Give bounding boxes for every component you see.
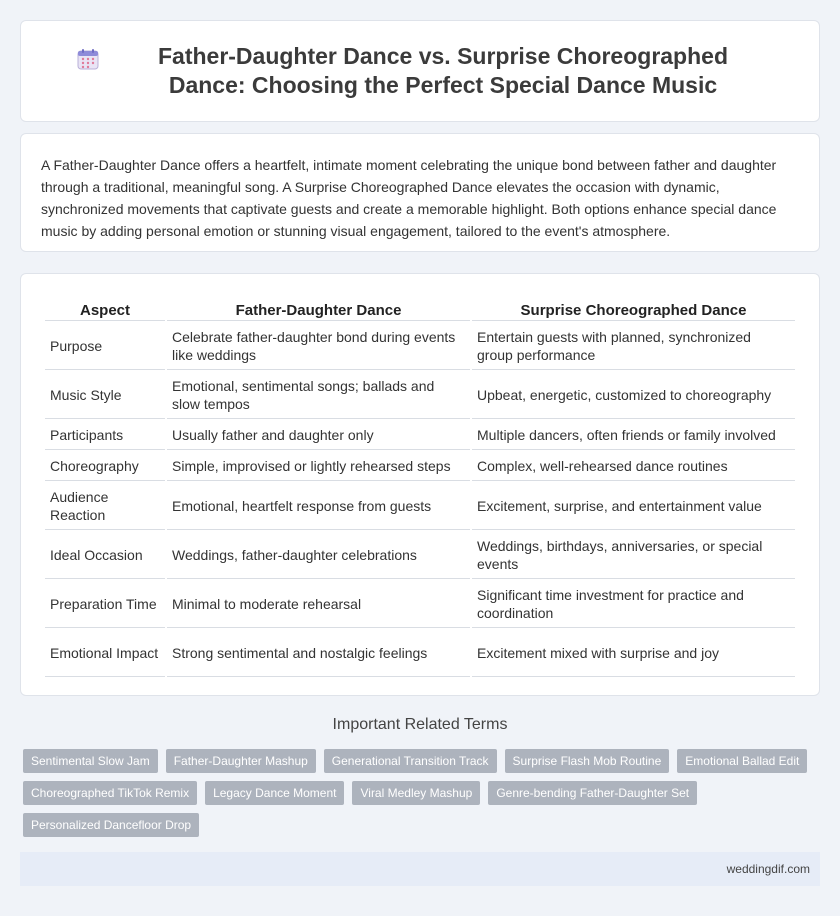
table-cell: Weddings, father-daughter celebrations	[167, 532, 470, 579]
footer-site[interactable]: weddingdif.com	[726, 862, 810, 876]
table-cell: Strong sentimental and nostalgic feelings	[167, 630, 470, 677]
table-cell: Purpose	[45, 323, 165, 370]
table-row	[45, 421, 795, 450]
related-tag[interactable]: Surprise Flash Mob Routine	[505, 749, 670, 773]
table-row	[45, 581, 795, 628]
table-cell: Participants	[45, 421, 165, 450]
header-father-daughter: Father-Daughter Dance	[167, 296, 470, 321]
table-row	[45, 532, 795, 579]
table-cell: Simple, improvised or lightly rehearsed steps	[167, 452, 470, 481]
table-cell: Ideal Occasion	[45, 532, 165, 579]
table-cell: Preparation Time	[45, 581, 165, 628]
related-tag[interactable]: Father-Daughter Mashup	[166, 749, 316, 773]
table-cell: Usually father and daughter only	[167, 421, 470, 450]
table-cell: Emotional, sentimental songs; ballads and slow tempos	[167, 372, 470, 419]
table-cell: Excitement mixed with surprise and joy	[472, 630, 795, 677]
related-tag[interactable]: Choreographed TikTok Remix	[23, 781, 197, 805]
related-tag[interactable]: Emotional Ballad Edit	[677, 749, 807, 773]
table-cell: Minimal to moderate rehearsal	[167, 581, 470, 628]
table-row	[45, 630, 795, 677]
header-aspect: Aspect	[45, 296, 165, 321]
related-terms-title: Important Related Terms	[332, 716, 508, 733]
table-cell: Choreography	[45, 452, 165, 481]
table-cell: Weddings, birthdays, anniversaries, or special events	[472, 532, 795, 579]
related-tag[interactable]: Genre-bending Father-Daughter Set	[488, 781, 697, 805]
footer	[20, 852, 820, 886]
table-cell: Excitement, surprise, and entertainment value	[472, 483, 795, 530]
table-cell: Celebrate father-daughter bond during events like weddings	[167, 323, 470, 370]
related-tag[interactable]: Sentimental Slow Jam	[23, 749, 158, 773]
table-row	[45, 483, 795, 530]
table-cell: Significant time investment for practice and coordination	[472, 581, 795, 628]
table-row	[45, 323, 795, 370]
table-row	[45, 372, 795, 419]
table-cell: Emotional Impact	[45, 630, 165, 677]
related-tag[interactable]: Generational Transition Track	[324, 749, 497, 773]
header-card	[20, 20, 820, 122]
related-tag[interactable]: Personalized Dancefloor Drop	[23, 813, 199, 837]
intro-text: A Father-Daughter Dance offers a heartfelt, intimate moment celebrating the unique bond between father and daughter through a traditional, meaningful song. A Surprise Choreographed Dance elevates the occasion with dynamic, synchronized movements that captivate guests and create a memorable highlight. Both options enhance special dance music by adding personal emotion or stunning visual engagement, tailored to the event's atmosphere.	[41, 157, 777, 239]
related-tag[interactable]: Legacy Dance Moment	[205, 781, 344, 805]
table-header-row	[45, 296, 795, 321]
table-cell: Multiple dancers, often friends or family involved	[472, 421, 795, 450]
comparison-card	[20, 273, 820, 696]
table-cell: Audience Reaction	[45, 483, 165, 530]
table-cell: Complex, well-rehearsed dance routines	[472, 452, 795, 481]
table-cell: Emotional, heartfelt response from guests	[167, 483, 470, 530]
comparison-table	[43, 294, 797, 679]
table-row	[45, 452, 795, 481]
related-tag[interactable]: Viral Medley Mashup	[352, 781, 480, 805]
related-tags	[23, 749, 813, 837]
table-cell: Music Style	[45, 372, 165, 419]
table-cell: Entertain guests with planned, synchronized group performance	[472, 323, 795, 370]
calendar-icon	[77, 48, 99, 70]
title-wrap	[77, 42, 763, 100]
header-surprise: Surprise Choreographed Dance	[472, 296, 795, 321]
intro-card	[20, 133, 820, 252]
page-title: Father-Daughter Dance vs. Surprise Choreographed Dance: Choosing the Perfect Special Dance Music	[157, 43, 728, 98]
table-cell: Upbeat, energetic, customized to choreography	[472, 372, 795, 419]
